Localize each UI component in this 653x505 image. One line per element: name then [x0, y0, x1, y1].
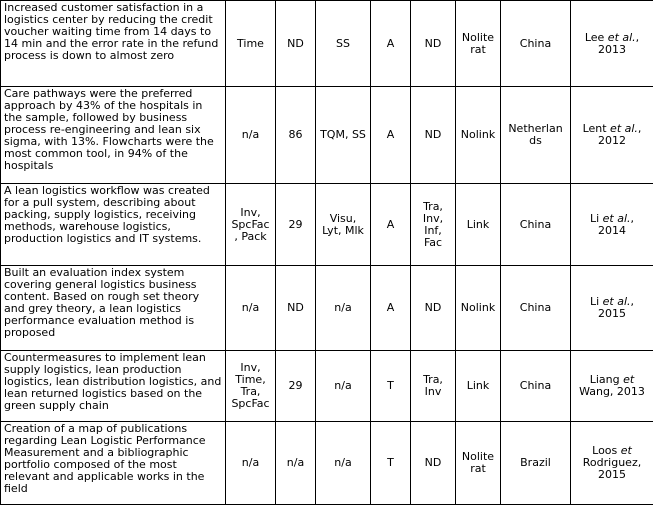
data-cell: 29 [276, 351, 316, 422]
country-cell: China [501, 1, 571, 87]
description-cell: A lean logistics workflow was created for a pull system, describing about packing, supply logistics, receiving methods, warehouse logistics, production logistics and IT systems. [1, 184, 226, 266]
country-cell: China [501, 351, 571, 422]
description-cell: Creation of a map of publications regarding Lean Logistic Performance Measurement and a bibliographic portfolio composed of the most relevant and applicable works in the field [1, 422, 226, 505]
country-cell: Netherlands [501, 87, 571, 184]
reference-italic: et al. [610, 122, 638, 135]
reference-cell [571, 422, 653, 505]
data-cell: Nolink [456, 266, 501, 351]
reference-italic: et al. [603, 212, 631, 225]
reference-text: , 2013 [598, 31, 639, 56]
reference-italic: et al. [603, 295, 631, 308]
reference-text: Li [590, 295, 603, 308]
data-cell: Noliterat [456, 422, 501, 505]
table-row [1, 422, 653, 505]
data-cell: T [371, 351, 411, 422]
reference-italic: et al. [608, 31, 636, 44]
reference-cell [571, 351, 653, 422]
table-row [1, 351, 653, 422]
data-cell: ND [276, 266, 316, 351]
data-cell: Time [226, 1, 276, 87]
description-cell: Increased customer satisfaction in a logistics center by reducing the credit voucher waiting time from 14 days to 14 min and the error rate in the refund process is down to almost zero [1, 1, 226, 87]
reference-text: Lent [583, 122, 610, 135]
country-cell: Brazil [501, 422, 571, 505]
data-cell: n/a [276, 422, 316, 505]
reference-text: , 2015 [598, 295, 634, 320]
reference-cell [571, 184, 653, 266]
data-cell: Nolink [456, 87, 501, 184]
data-cell: Inv, SpcFac, Pack [226, 184, 276, 266]
reference-text: Rodriguez, 2015 [583, 456, 641, 481]
data-cell: ND [411, 266, 456, 351]
data-cell: ND [411, 422, 456, 505]
data-cell: 86 [276, 87, 316, 184]
data-cell: A [371, 266, 411, 351]
reference-text: Liang [590, 373, 623, 386]
reference-cell [571, 87, 653, 184]
reference-text: Loos [592, 444, 621, 457]
data-cell: A [371, 1, 411, 87]
country-cell: China [501, 184, 571, 266]
data-cell: T [371, 422, 411, 505]
data-cell: ND [276, 1, 316, 87]
reference-italic: et [623, 373, 634, 386]
reference-text: , 2012 [598, 122, 641, 147]
description-cell: Built an evaluation index system covering general logistics business content. Based on rough set theory and grey theory, a lean logistics performance evaluation method is proposed [1, 266, 226, 351]
data-cell: 29 [276, 184, 316, 266]
data-cell: SS [316, 1, 371, 87]
table-row [1, 184, 653, 266]
data-cell: Link [456, 184, 501, 266]
data-cell: ND [411, 1, 456, 87]
data-cell: Link [456, 351, 501, 422]
data-cell: Noliterat [456, 1, 501, 87]
reference-text: Li [590, 212, 603, 225]
country-cell: China [501, 266, 571, 351]
data-cell: A [371, 87, 411, 184]
data-cell: TQM, SS [316, 87, 371, 184]
table-row [1, 1, 653, 87]
data-cell: n/a [226, 266, 276, 351]
table-row [1, 266, 653, 351]
data-cell: Visu, Lyt, Mlk [316, 184, 371, 266]
table-row [1, 87, 653, 184]
data-cell: n/a [316, 266, 371, 351]
data-cell: A [371, 184, 411, 266]
reference-text: Wang, 2013 [579, 385, 645, 398]
data-cell: n/a [226, 422, 276, 505]
reference-text: , 2014 [598, 212, 634, 237]
description-cell: Countermeasures to implement lean supply logistics, lean production logistics, lean distribution logistics, and lean returned logistics based on the green supply chain [1, 351, 226, 422]
data-cell: Tra, Inv, Inf, Fac [411, 184, 456, 266]
reference-text: Lee [585, 31, 608, 44]
data-cell: ND [411, 87, 456, 184]
reference-italic: et [621, 444, 632, 457]
data-cell: n/a [316, 422, 371, 505]
data-cell: n/a [226, 87, 276, 184]
reference-cell [571, 1, 653, 87]
data-cell: n/a [316, 351, 371, 422]
reference-cell [571, 266, 653, 351]
description-cell: Care pathways were the preferred approach by 43% of the hospitals in the sample, followed by business process re-engineering and lean six sigma, with 13%. Flowcharts were the most common tool, in 94% of the hospitals [1, 87, 226, 184]
data-cell: Tra, Inv [411, 351, 456, 422]
data-cell: Inv, Time, Tra, SpcFac [226, 351, 276, 422]
